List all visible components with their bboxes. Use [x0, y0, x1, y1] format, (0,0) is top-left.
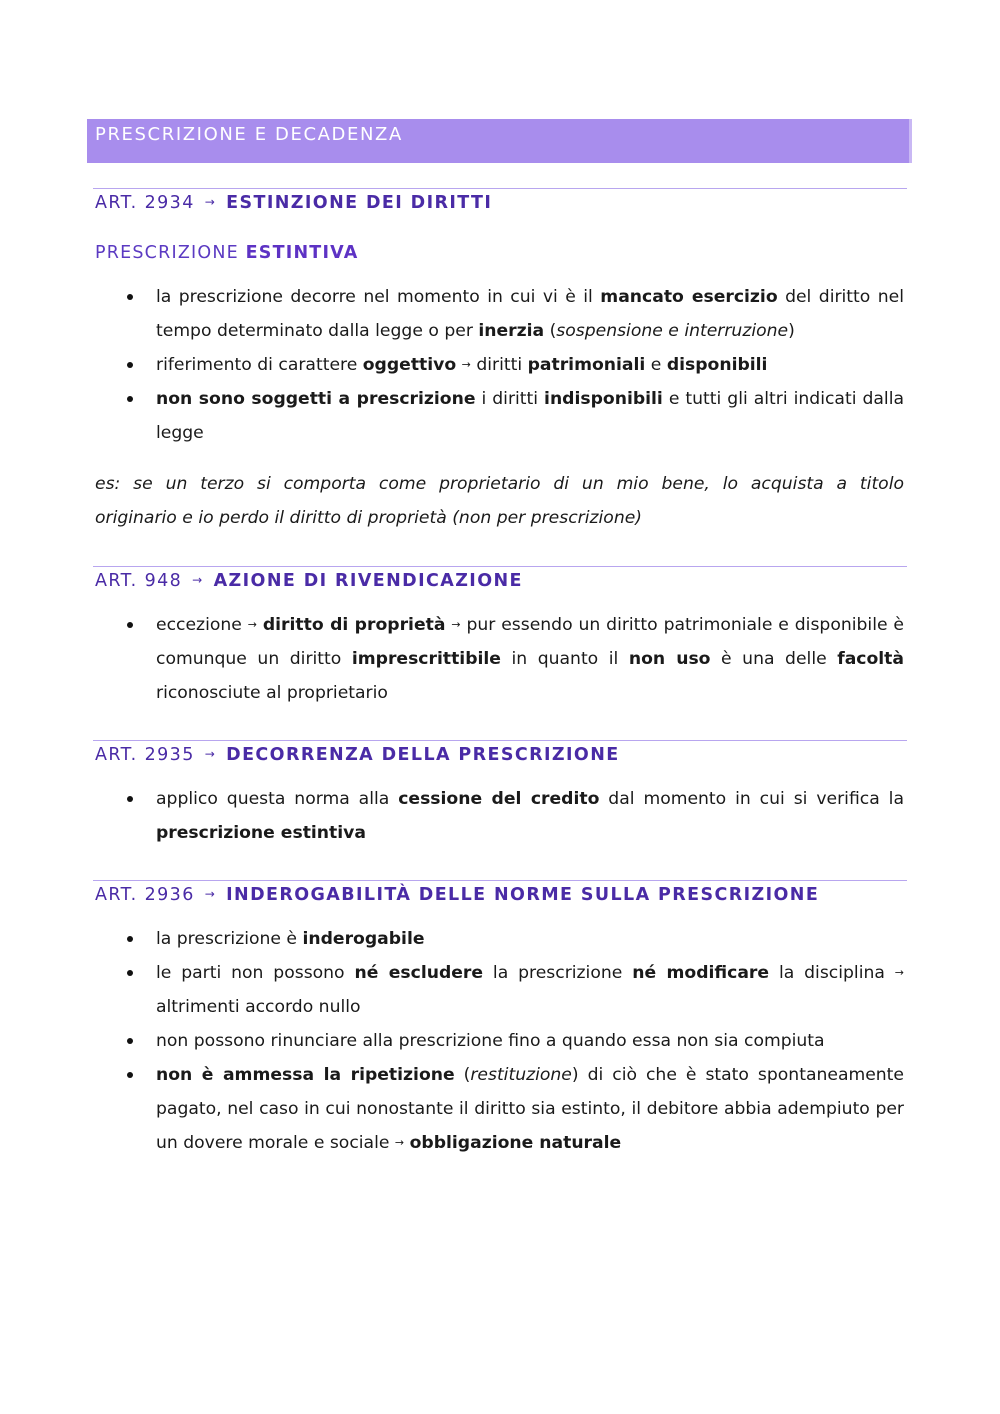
- bullet-list-decorrenza: [127, 782, 904, 850]
- bullet-list-rivendicazione: [127, 608, 904, 710]
- text-run: pur essendo un diritto patrimoniale e disponibile è comunque un diritto: [156, 615, 905, 669]
- bold-term: mancato esercizio: [600, 287, 778, 307]
- text-run: non possono rinunciare alla prescrizione fino a quando essa non sia compiuta: [156, 1031, 825, 1051]
- bold-term: non sono soggetti a prescrizione: [156, 389, 476, 409]
- text-run: ): [788, 321, 795, 341]
- article-number: ART. 2935: [95, 745, 195, 765]
- bold-term: inderogabile: [302, 929, 425, 949]
- arrow-right-icon: →: [451, 618, 461, 631]
- example-note-line-2: originario e io perdo il diritto di proprietà (non per prescrizione): [95, 508, 642, 528]
- section-title: AZIONE DI RIVENDICAZIONE: [213, 571, 523, 591]
- text-run: i diritti: [475, 389, 545, 409]
- text-run: diritti: [470, 355, 528, 375]
- example-note: [95, 467, 904, 535]
- bold-term: cessione del credito: [398, 789, 600, 809]
- article-number: ART. 2936: [95, 885, 195, 905]
- text-run: la disciplina: [769, 963, 895, 983]
- list-item: [127, 348, 904, 382]
- section-heading-art-2935: [95, 745, 620, 765]
- arrow-right-icon: →: [461, 358, 471, 371]
- text-run: la prescrizione: [483, 963, 633, 983]
- bold-term: diritto di proprietà: [262, 615, 446, 635]
- italic-term: restituzione: [470, 1065, 572, 1085]
- arrow-right-icon: →: [394, 1136, 405, 1149]
- text-run: dal momento in cui si verifica la: [599, 789, 904, 809]
- example-note-line-1: es: se un terzo si comporta come proprietario di un mio bene, lo acquista a titolo: [95, 474, 904, 494]
- text-run: è una delle: [710, 649, 838, 669]
- section-title: INDEROGABILITÀ DELLE NORME SULLA PRESCRIZIONE: [226, 885, 820, 905]
- text-run: riconosciute al proprietario: [156, 683, 388, 703]
- section-divider: [93, 188, 907, 189]
- text-run: e tutti gli altri indicati dalla legge: [156, 389, 905, 443]
- text-run: la prescrizione è: [156, 929, 303, 949]
- bold-term: non uso: [628, 649, 711, 669]
- article-number: ART. 948: [95, 571, 183, 591]
- bold-term: né escludere: [354, 963, 484, 983]
- section-heading-art-2936: [95, 885, 819, 905]
- list-item: [127, 782, 904, 850]
- section-heading-art-948: [95, 571, 523, 591]
- list-item: [127, 280, 904, 348]
- list-item: [127, 1058, 904, 1160]
- text-run: eccezione: [156, 615, 248, 635]
- arrow-right-icon: →: [247, 618, 257, 631]
- text-run: e: [645, 355, 667, 375]
- text-run: applico questa norma alla: [156, 789, 399, 809]
- text-run: (: [544, 321, 557, 341]
- subheading-prescrizione-estintiva: [95, 243, 358, 263]
- text-run: la prescrizione decorre nel momento in cui vi è il: [156, 287, 601, 307]
- bold-term: oggettivo: [362, 355, 457, 375]
- text-run: altrimenti accordo nullo: [156, 997, 361, 1017]
- section-divider: [93, 740, 907, 741]
- arrow-right-icon: →: [204, 195, 217, 209]
- chapter-banner: [87, 119, 912, 163]
- text-run: (: [454, 1065, 471, 1085]
- text-run: in quanto il: [500, 649, 629, 669]
- bullet-list-inderogabilita: [127, 922, 904, 1160]
- bold-term: prescrizione estintiva: [156, 823, 366, 843]
- bold-term: inerzia: [478, 321, 545, 341]
- list-item: [127, 382, 904, 450]
- bold-term: patrimoniali: [527, 355, 646, 375]
- list-item: [127, 1024, 904, 1058]
- arrow-right-icon: →: [204, 887, 217, 901]
- list-item: [127, 956, 904, 1024]
- bold-term: né modificare: [632, 963, 770, 983]
- section-title: ESTINZIONE DEI DIRITTI: [226, 193, 493, 213]
- text-run: del diritto nel tempo determinato dalla legge o per: [156, 287, 904, 341]
- list-item: [127, 608, 904, 710]
- bold-term: disponibili: [666, 355, 768, 375]
- text-run: ) di ciò che è stato spontaneamente pagato, nel caso in cui nonostante il diritto sia estinto, il debitore abbia adempiuto per un dovere morale e sociale: [156, 1065, 904, 1153]
- list-item: [127, 922, 904, 956]
- text-run: riferimento di carattere: [156, 355, 363, 375]
- section-divider: [93, 566, 907, 567]
- bullet-list-estinzione: [127, 280, 904, 450]
- section-heading-art-2934: [95, 193, 492, 213]
- section-divider: [93, 880, 907, 881]
- italic-term: sospensione e interruzione: [556, 321, 789, 341]
- subheading-prefix: PRESCRIZIONE: [95, 243, 239, 263]
- bold-term: non è ammessa la ripetizione: [156, 1065, 455, 1085]
- bold-term: facoltà: [837, 649, 904, 669]
- arrow-right-icon: →: [204, 747, 217, 761]
- arrow-right-icon: →: [192, 573, 204, 587]
- chapter-title: PRESCRIZIONE E DECADENZA: [95, 124, 403, 145]
- article-number: ART. 2934: [95, 193, 195, 213]
- bold-term: indisponibili: [544, 389, 663, 409]
- text-run: le parti non possono: [156, 963, 355, 983]
- bold-term: obbligazione naturale: [409, 1133, 622, 1153]
- section-title: DECORRENZA DELLA PRESCRIZIONE: [226, 745, 620, 765]
- bold-term: imprescrittibile: [351, 649, 501, 669]
- arrow-right-icon: →: [894, 966, 904, 979]
- subheading-title: ESTINTIVA: [245, 243, 359, 263]
